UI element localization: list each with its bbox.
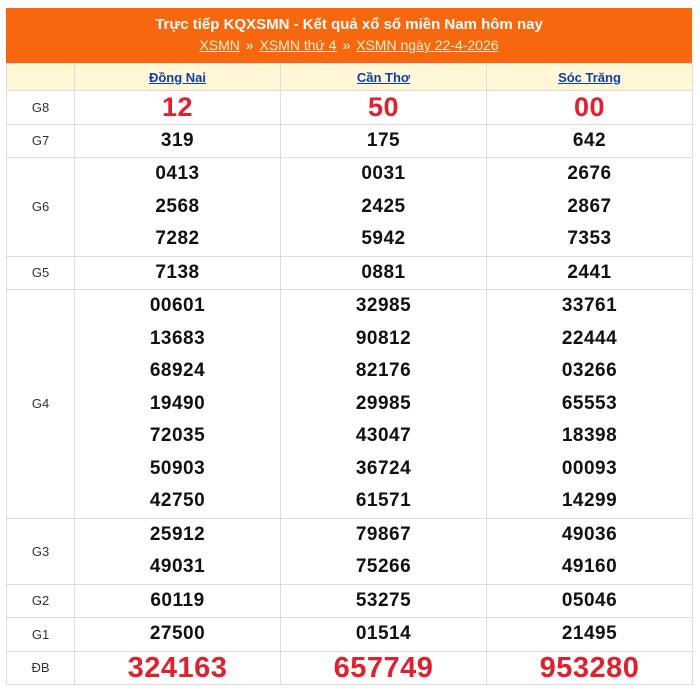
prize-label: ĐB — [7, 651, 75, 685]
breadcrumb-xsmn-thu-4[interactable]: XSMN thứ 4 — [259, 37, 337, 53]
winning-number: 7282 — [155, 228, 200, 249]
prize-cell — [75, 584, 281, 618]
prize-cell — [281, 124, 487, 158]
table-header-row — [7, 64, 693, 91]
prize-label: G6 — [7, 158, 75, 257]
prize-row-g8 — [7, 91, 693, 125]
prize-cell — [75, 651, 281, 685]
column-header-dong-nai — [75, 64, 281, 91]
prize-cell — [487, 91, 693, 125]
prize-cell — [281, 618, 487, 652]
breadcrumb — [6, 35, 692, 55]
winning-number: 657749 — [333, 651, 434, 684]
winning-number: 14299 — [561, 490, 618, 511]
winning-number: 642 — [572, 129, 607, 151]
winning-number: 7138 — [155, 261, 200, 283]
prize-cell — [487, 618, 693, 652]
winning-number: 42750 — [149, 490, 206, 511]
column-header-can-tho — [281, 64, 487, 91]
winning-number: 49160 — [561, 556, 618, 577]
breadcrumb-separator: » — [342, 37, 351, 53]
winning-number: 32985 — [355, 295, 412, 316]
results-table — [6, 63, 693, 685]
prize-label: G1 — [7, 618, 75, 652]
winning-number: 68924 — [149, 360, 206, 381]
winning-number: 2676 — [567, 163, 612, 184]
winning-number: 175 — [366, 129, 401, 151]
winning-number: 65553 — [561, 392, 618, 414]
prize-row-db — [7, 651, 693, 685]
prize-label: G4 — [7, 290, 75, 519]
winning-number: 22444 — [561, 327, 618, 349]
winning-number: 0031 — [361, 163, 406, 184]
prize-cell — [487, 651, 693, 685]
winning-number: 0881 — [361, 261, 406, 283]
winning-number: 324163 — [127, 651, 228, 684]
prize-cell — [487, 290, 693, 519]
winning-number: 00 — [573, 92, 606, 122]
prize-label: G7 — [7, 124, 75, 158]
breadcrumb-xsmn-date[interactable]: XSMN ngày 22-4-2026 — [356, 37, 499, 53]
winning-number: 27500 — [149, 623, 206, 644]
winning-number: 2568 — [155, 195, 200, 217]
prize-cell — [281, 158, 487, 257]
winning-number: 36724 — [355, 457, 412, 479]
winning-number: 05046 — [561, 589, 618, 611]
winning-number: 25912 — [149, 523, 206, 545]
prize-cell — [487, 518, 693, 584]
winning-number: 33761 — [561, 295, 618, 316]
prize-cell — [75, 256, 281, 290]
winning-number: 60119 — [150, 589, 205, 611]
winning-number: 82176 — [355, 360, 412, 381]
prize-row-g6 — [7, 158, 693, 257]
prize-label: G2 — [7, 584, 75, 618]
winning-number: 43047 — [355, 425, 412, 446]
column-header-soc-trang — [487, 64, 693, 91]
prize-cell — [281, 91, 487, 125]
winning-number: 2441 — [567, 261, 612, 283]
winning-number: 319 — [160, 129, 195, 151]
winning-number: 75266 — [355, 556, 412, 577]
prize-label: G3 — [7, 518, 75, 584]
winning-number: 49031 — [149, 556, 206, 577]
winning-number: 18398 — [561, 425, 618, 446]
winning-number: 12 — [161, 92, 194, 122]
province-link-soc-trang[interactable]: Sóc Trăng — [558, 69, 621, 85]
winning-number: 21495 — [561, 623, 618, 644]
prize-row-g3 — [7, 518, 693, 584]
prize-cell — [75, 158, 281, 257]
prize-cell — [75, 290, 281, 519]
prize-label: G8 — [7, 91, 75, 125]
prize-cell — [75, 91, 281, 125]
page-title: Trực tiếp KQXSMN - Kết quả xổ số miền Nam hôm nay — [155, 16, 543, 33]
prize-row-g4 — [7, 290, 693, 519]
winning-number: 72035 — [149, 425, 206, 446]
winning-number: 5942 — [361, 228, 406, 249]
winning-number: 50903 — [149, 457, 206, 479]
prize-row-g2 — [7, 584, 693, 618]
prize-cell — [75, 124, 281, 158]
prize-cell — [281, 651, 487, 685]
prize-cell — [487, 158, 693, 257]
prize-cell — [487, 584, 693, 618]
prize-row-g5 — [7, 256, 693, 290]
winning-number: 19490 — [149, 392, 206, 414]
breadcrumb-separator: » — [245, 37, 254, 53]
prize-column-header — [7, 64, 75, 91]
prize-label: G5 — [7, 256, 75, 290]
winning-number: 79867 — [355, 523, 412, 545]
prize-cell — [487, 124, 693, 158]
prize-row-g7 — [7, 124, 693, 158]
winning-number: 01514 — [355, 623, 412, 644]
winning-number: 53275 — [355, 589, 412, 611]
winning-number: 13683 — [149, 327, 206, 349]
winning-number: 953280 — [539, 651, 640, 684]
winning-number: 00601 — [149, 295, 206, 316]
winning-number: 7353 — [567, 228, 612, 249]
winning-number: 2867 — [567, 195, 612, 217]
winning-number: 49036 — [561, 523, 618, 545]
winning-number: 00093 — [561, 457, 618, 479]
winning-number: 50 — [367, 92, 400, 122]
breadcrumb-xsmn[interactable]: XSMN — [199, 37, 240, 53]
province-link-can-tho[interactable]: Cần Thơ — [356, 69, 411, 85]
prize-cell — [281, 290, 487, 519]
prize-row-g1 — [7, 618, 693, 652]
winning-number: 2425 — [361, 195, 406, 217]
prize-cell — [281, 584, 487, 618]
winning-number: 90812 — [355, 327, 412, 349]
prize-cell — [281, 518, 487, 584]
province-link-dong-nai[interactable]: Đồng Nai — [148, 69, 207, 85]
results-header — [6, 8, 692, 63]
prize-cell — [75, 618, 281, 652]
winning-number: 03266 — [561, 360, 618, 381]
results-widget — [6, 8, 692, 685]
winning-number: 61571 — [355, 490, 412, 511]
prize-cell — [75, 518, 281, 584]
winning-number: 0413 — [155, 163, 200, 184]
winning-number: 29985 — [355, 392, 412, 414]
prize-cell — [487, 256, 693, 290]
prize-cell — [281, 256, 487, 290]
